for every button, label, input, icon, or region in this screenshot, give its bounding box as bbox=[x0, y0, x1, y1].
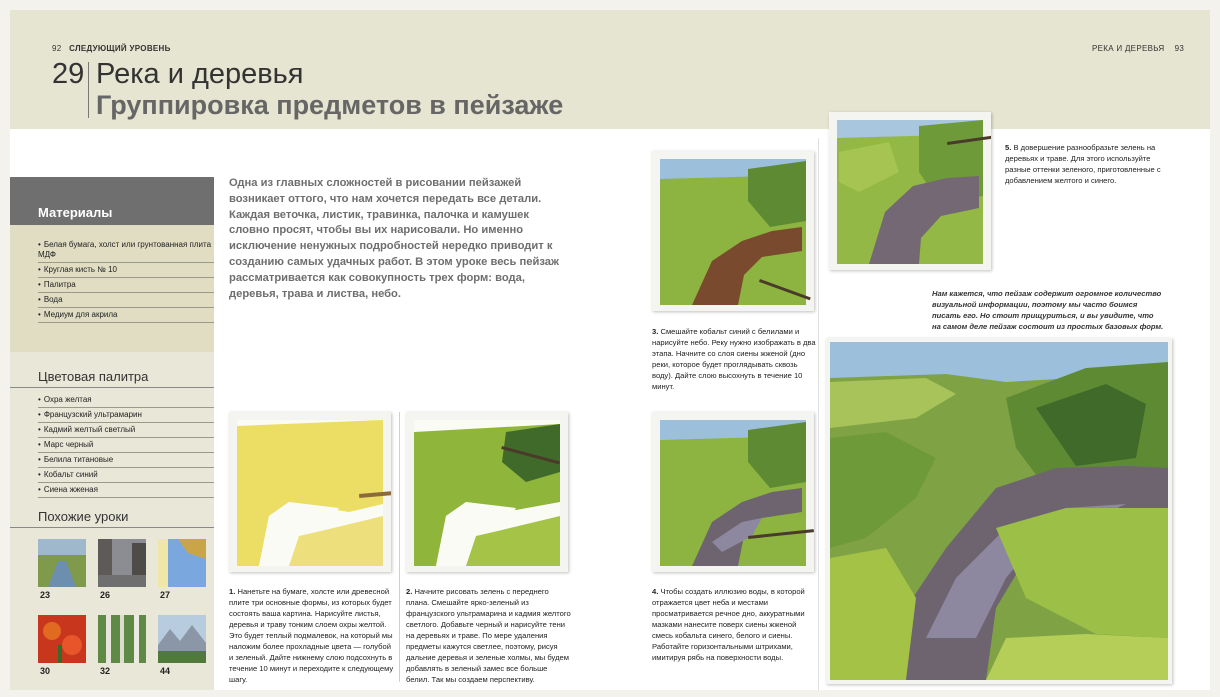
step-text: Чтобы создать иллюзию воды, в которой отражается цвет неба и местами просматривается речное дно, аккуратными мазками нанесите поверх сиены жженой смесь кобальта синего, белого и сиены. Работайте горизонтальными штрихами, имитируя рябь на поверхности воды. bbox=[652, 587, 805, 662]
material-item: • Белая бумага, холст или грунтованная плита МДФ bbox=[38, 238, 214, 263]
related-thumbnail-26[interactable] bbox=[98, 539, 146, 587]
lesson-number: 29 bbox=[52, 58, 85, 90]
step-number: 4. bbox=[652, 587, 659, 596]
step-number: 3. bbox=[652, 327, 659, 336]
step-text: Нанетьте на бумаге, холсте или древесной плите три основные формы, из которых будет состоять ваша картина. Нарисуйте листья, деревья и траву тонким слоем охры желтой. Это будет теплый подмалевок, на который мы наложим более прохладные цвета — голубой и зеленый. Дайте нижнему слою подсохнуть в течение 10 минут и переходите к следующему шагу. bbox=[229, 587, 394, 684]
step-4-painting bbox=[652, 412, 814, 572]
related-number: 26 bbox=[100, 590, 111, 600]
related-thumbnail-23[interactable] bbox=[38, 539, 86, 587]
material-item: • Медиум для акрила bbox=[38, 308, 214, 323]
related-number: 32 bbox=[100, 666, 111, 676]
material-item: • Палитра bbox=[38, 278, 214, 293]
step-2-caption bbox=[406, 586, 572, 685]
left-section-title: СЛЕДУЮЩИЙ УРОВЕНЬ bbox=[69, 44, 171, 53]
palette-list bbox=[38, 393, 214, 498]
right-section-title: РЕКА И ДЕРЕВЬЯ bbox=[1092, 44, 1165, 53]
palette-item: • Французский ультрамарин bbox=[38, 408, 214, 423]
lesson-title: Река и деревья bbox=[96, 58, 304, 90]
palette-item: • Охра желтая bbox=[38, 393, 214, 408]
palette-item: • Марс черный bbox=[38, 438, 214, 453]
related-number: 30 bbox=[40, 666, 51, 676]
related-number: 27 bbox=[160, 590, 171, 600]
related-thumbnail-32[interactable] bbox=[98, 615, 146, 663]
palette-item: • Белила титановые bbox=[38, 453, 214, 468]
palette-item: • Сиена жженая bbox=[38, 483, 214, 498]
step-number: 2. bbox=[406, 587, 413, 596]
step-4-caption bbox=[652, 586, 818, 663]
material-item: • Вода bbox=[38, 293, 214, 308]
intro-paragraph: Одна из главных сложностей в рисовании пейзажей возникает оттого, что нам хочется передать все детали. Каждая веточка, листик, травинка, палочка и камушек словно просят, чтобы вы их нарисовали. Но именно исключение ненужных подробностей нередко приводит к созданию самых удачных работ. В этом уроке весь пейзаж рассматривается как совокупность трех форм: вода, деревья, трава и листва, небо. bbox=[229, 177, 559, 300]
step-text: Начните рисовать зелень с переднего плана. Смешайте ярко-зеленый из французского ультрамарина и кадмия желтого светлого. Добавьте черный и нарисуйте тени на деревьях и траве. По мере удаления предметы кажутся светлее, поэтому, рисуя дальние деревья и зеленые холмы, мы будем добавлять в зеленый замес все больше белил. Так мы создаем перспективу. bbox=[406, 587, 571, 684]
left-page-number: 92 bbox=[52, 44, 62, 53]
lesson-subtitle: Группировка предметов в пейзаже bbox=[96, 90, 564, 120]
related-thumbnail-27[interactable] bbox=[158, 539, 206, 587]
palette-rule bbox=[10, 387, 214, 388]
palette-item: • Кобальт синий bbox=[38, 468, 214, 483]
materials-title: Материалы bbox=[38, 205, 113, 220]
related-rule bbox=[10, 527, 214, 528]
column-divider bbox=[399, 412, 400, 682]
step-number: 1. bbox=[229, 587, 236, 596]
step-3-painting bbox=[652, 151, 814, 311]
right-running-head bbox=[1092, 44, 1184, 53]
step-text: Смешайте кобальт синий с белилами и нарисуйте небо. Реку нужно изображать в два этапа. Начните со слоя сиены жженой (дно реки, которое будет проглядывать сквозь воду). Дайте слою высохнуть в течение 10 минут. bbox=[652, 327, 816, 391]
step-2-painting bbox=[406, 412, 568, 572]
page-gutter bbox=[818, 138, 819, 690]
pull-quote: Нам кажется, что пейзаж содержит огромное количество визуальной информации, поэтому мы часто боимся писать его. Но стоит прищуриться, и вы увидите, что на самом деле пейзаж состоит из простых базовых форм. bbox=[932, 289, 1164, 331]
palette-title: Цветовая палитра bbox=[38, 369, 149, 384]
material-item: • Круглая кисть № 10 bbox=[38, 263, 214, 278]
step-5-painting bbox=[829, 112, 991, 270]
left-running-head bbox=[52, 44, 171, 53]
step-3-caption bbox=[652, 326, 818, 392]
related-title: Похожие уроки bbox=[38, 509, 129, 524]
step-1-painting bbox=[229, 412, 391, 572]
materials-list bbox=[38, 238, 214, 323]
materials-header bbox=[10, 177, 214, 225]
related-thumbnail-30[interactable] bbox=[38, 615, 86, 663]
related-number: 44 bbox=[160, 666, 171, 676]
related-thumbnail-44[interactable] bbox=[158, 615, 206, 663]
final-painting bbox=[826, 338, 1172, 684]
title-divider bbox=[88, 62, 89, 118]
palette-item: • Кадмий желтый светлый bbox=[38, 423, 214, 438]
step-5-caption bbox=[1005, 142, 1175, 186]
step-text: В довершение разнообразьте зелень на деревьях и траве. Для этого используйте разные оттенки зеленого, приготовленные с добавлением желтого и синего. bbox=[1005, 143, 1161, 185]
right-page-number: 93 bbox=[1174, 44, 1185, 53]
related-number: 23 bbox=[40, 590, 51, 600]
step-number: 5. bbox=[1005, 143, 1012, 152]
step-1-caption bbox=[229, 586, 395, 685]
